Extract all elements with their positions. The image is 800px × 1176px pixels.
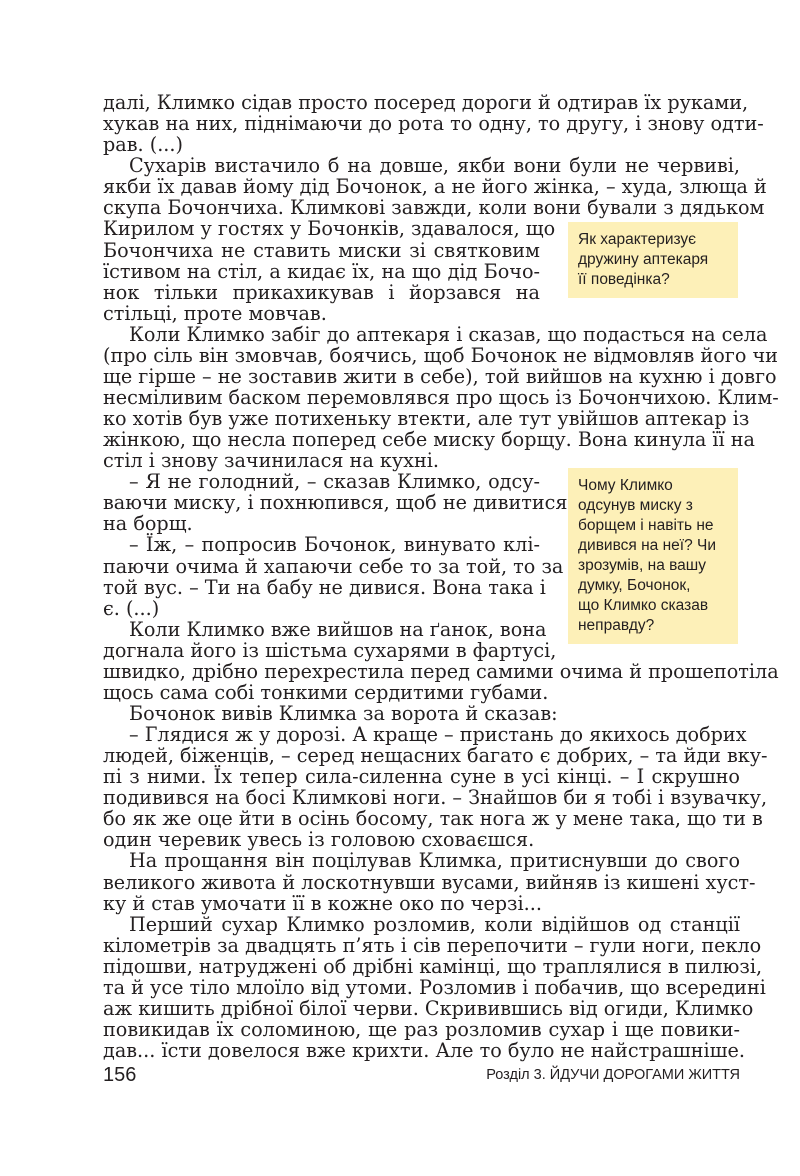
text-line: швидко, дрібно перехрестила перед самими очима й прошепотіла bbox=[103, 659, 779, 683]
text-line: несміливим баском перемовлявся про щось із Бочончихою. Клим- bbox=[103, 385, 779, 409]
text-line: Сухарів вистачило б на довше, якби вони були не червиві, bbox=[129, 154, 740, 178]
text-line: ко хотів був уже потихеньку втекти, але тут увійшов аптекар із bbox=[103, 407, 750, 430]
page-number: 156 bbox=[103, 1064, 137, 1086]
text-line: повикидав їх соломиною, ще раз розломив сухар і ще повики- bbox=[103, 1017, 740, 1041]
note-line: що Климко сказав bbox=[578, 597, 709, 615]
text-line: Перший сухар Климко розломив, коли відійшов од станції bbox=[129, 912, 740, 936]
note-line: Як характеризує bbox=[578, 231, 697, 249]
text-line: – Їж, – попросив Бочонок, винувато клі- bbox=[129, 533, 540, 557]
text-line: рав. (...) bbox=[103, 133, 183, 157]
text-line: жінкою, що несла поперед себе миску борщу. Вона кинула її на bbox=[103, 428, 755, 452]
text-line: (про сіль він змовчав, боячись, щоб Бочонок не відмовляв його чи bbox=[103, 343, 778, 367]
text-line: людей, біженців, – серед нещасних багато є добрих, – та йди вку- bbox=[103, 744, 768, 768]
text-line: бо як же оце йти в осінь босому, так нога ж у мене така, що ти в bbox=[103, 807, 763, 831]
note-line: одсунув миску з bbox=[578, 497, 693, 515]
text-line: нок тільки прикахикував і йорзався на bbox=[103, 280, 540, 304]
text-line: ваючи миску, і похнюпився, щоб не дивитися bbox=[103, 491, 568, 515]
margin-question-2 bbox=[568, 468, 738, 644]
text-line: Бочонок вивів Климка за ворота й сказав: bbox=[129, 701, 558, 725]
text-line: стіл і знову зачинилася на кухні. bbox=[103, 449, 440, 473]
text-line: на борщ. bbox=[103, 512, 193, 536]
text-line: ку й став умочати її в кожне око по черзі... bbox=[103, 891, 542, 915]
text-line: підошви, натруджені об дрібні камінці, що траплялися в пилюзі, bbox=[103, 954, 763, 978]
text-line: пі з ними. Їх тепер сила-силенна суне в усі кінці. – І скрушно bbox=[103, 765, 740, 789]
note-line: неправду? bbox=[578, 617, 655, 635]
text-line: ще гірше – не зоставив жити в себе), той вийшов на кухню і довго bbox=[103, 364, 777, 388]
text-line: Бочончиха не ставить миски зі святковим bbox=[103, 238, 540, 262]
text-line: – Глядися ж у дорозі. А краще – пристань до якихось добрих bbox=[129, 723, 747, 746]
text-line: щось сама собі тонкими сердитими губами. bbox=[103, 680, 549, 704]
text-line: та й усе тіло млоїло від утоми. Розломив і побачив, що всередині bbox=[103, 975, 766, 999]
section-title: Розділ 3. ЙДУЧИ ДОРОГАМИ ЖИТТЯ bbox=[486, 1067, 740, 1083]
text-line: хукав на них, піднімаючи до рота то одну, то другу, і знову одти- bbox=[103, 112, 764, 136]
text-line: Коли Климко забіг до аптекаря і сказав, що подасться на села bbox=[129, 322, 768, 346]
text-line: аж кишить дрібної білої черви. Скривившись від огиди, Климко bbox=[103, 996, 754, 1020]
note-line: дружину аптекаря bbox=[578, 251, 709, 269]
text-line: один черевик увесь із головою сховаєшся. bbox=[103, 828, 535, 852]
text-line: далі, Климко сідав просто посеред дороги й одтирав їх руками, bbox=[103, 91, 749, 114]
note-line: зрозумів, на вашу bbox=[578, 557, 706, 575]
note-line: борщем і навіть не bbox=[578, 517, 714, 535]
note-line: думку, Бочонок, bbox=[578, 577, 691, 595]
text-line: Коли Климко вже вийшов на ґанок, вона bbox=[129, 617, 547, 641]
text-line: той вус. – Ти на бабу не дивися. Вона така і bbox=[103, 575, 546, 599]
text-line: якби їх давав йому дід Бочонок, а не його жінка, – худа, злюща й bbox=[103, 175, 767, 199]
note-line: її поведінка? bbox=[578, 271, 670, 289]
text-line: На прощання він поцілував Климка, притиснувши до свого bbox=[129, 849, 740, 873]
note-line: Чому Климко bbox=[578, 477, 673, 495]
text-line: великого живота й лоскотнувши вусами, вийняв із кишені хуст- bbox=[103, 870, 756, 894]
text-line: стільці, проте мовчав. bbox=[103, 301, 327, 325]
text-line: подивився на босі Климкові ноги. – Знайшов би я тобі і взувачку, bbox=[103, 786, 768, 810]
text-line: – Я не голодний, – сказав Климко, одсу- bbox=[129, 470, 540, 494]
text-line: скупа Бочончиха. Климкові завжди, коли вони бували з дядьком bbox=[103, 196, 765, 220]
text-line: догнала його із шістьма сухарями в фартусі, bbox=[103, 638, 557, 662]
text-line: є. (...) bbox=[103, 596, 160, 620]
text-line: Кирилом у гостях у Бочонків, здавалося, що bbox=[103, 217, 556, 241]
note-line: дивився на неї? Чи bbox=[578, 537, 716, 555]
text-line: їстивом на стіл, а кидає їх, на що дід Бочо- bbox=[103, 259, 540, 283]
text-line: дав... їсти довелося вже крихти. Але то було не найстрашніше. bbox=[103, 1039, 745, 1062]
text-line: кілометрів за двадцять п’ять і сів перепочити – гули ноги, пекло bbox=[103, 933, 762, 957]
margin-question-1 bbox=[568, 222, 738, 298]
text-line: паючи очима й хапаючи себе то за той, то за bbox=[103, 554, 564, 578]
